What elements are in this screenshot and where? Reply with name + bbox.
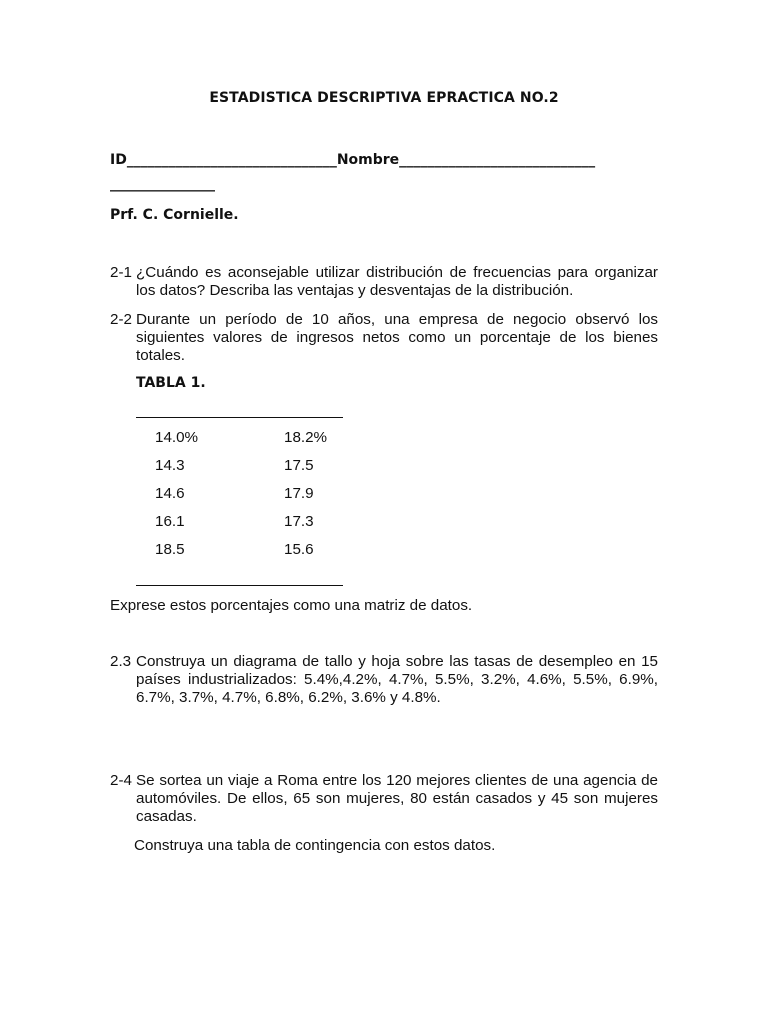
continuation-line: _______________ <box>110 176 215 192</box>
question-number: 2-1 <box>110 264 132 281</box>
professor-name: Prf. C. Cornielle. <box>110 207 239 223</box>
table-cell: 17.9 <box>284 485 314 502</box>
id-name-line: ID______________________________Nombre____________________________ <box>110 152 596 168</box>
table-cell: 15.6 <box>284 541 314 558</box>
question-2-4-followup: Construya una tabla de contingencia con estos datos. <box>134 837 496 854</box>
question-2-3 <box>110 653 658 707</box>
table-cell: 16.1 <box>155 513 185 530</box>
question-text: Durante un período de 10 años, una empresa de negocio observó los siguientes valores de ingresos netos como un porcentaje de los bienes totales. <box>136 311 658 364</box>
question-2-2 <box>110 311 658 365</box>
page-title: ESTADISTICA DESCRIPTIVA EPRACTICA NO.2 <box>209 90 559 106</box>
table-cell: 14.3 <box>155 457 185 474</box>
question-number: 2.3 <box>110 653 132 670</box>
question-text: Construya un diagrama de tallo y hoja sobre las tasas de desempleo en 15 países industrializados: 5.4%,4.2%, 4.7%, 5.5%, 3.2%, 4.6%, 5.5%, 6.9%, 6.7%, 3.7%, 4.7%, 6.8%, 6.2%, 3.6% y 4.8%. <box>136 653 658 706</box>
question-2-1 <box>110 264 658 300</box>
table-cell: 18.5 <box>155 541 185 558</box>
table-cell: 17.5 <box>284 457 314 474</box>
table-cell: 14.0% <box>155 429 199 446</box>
table-bottom-rule <box>136 585 343 586</box>
question-text: ¿Cuándo es aconsejable utilizar distribución de frecuencias para organizar los datos? Describa las ventajas y desventajas de la distribución. <box>136 264 658 299</box>
question-number: 2-2 <box>110 311 132 328</box>
question-2-4 <box>110 772 658 826</box>
table-cell: 17.3 <box>284 513 314 530</box>
question-2-2-followup: Exprese estos porcentajes como una matriz de datos. <box>110 597 473 614</box>
table-top-rule <box>136 417 343 418</box>
question-number: 2-4 <box>110 772 132 789</box>
table-cell: 18.2% <box>284 429 328 446</box>
question-text: Se sortea un viaje a Roma entre los 120 mejores clientes de una agencia de automóviles. De ellos, 65 son mujeres, 80 están casados y 45 son mujeres casadas. <box>136 772 658 825</box>
table-cell: 14.6 <box>155 485 185 502</box>
table-title: TABLA 1. <box>136 375 206 391</box>
